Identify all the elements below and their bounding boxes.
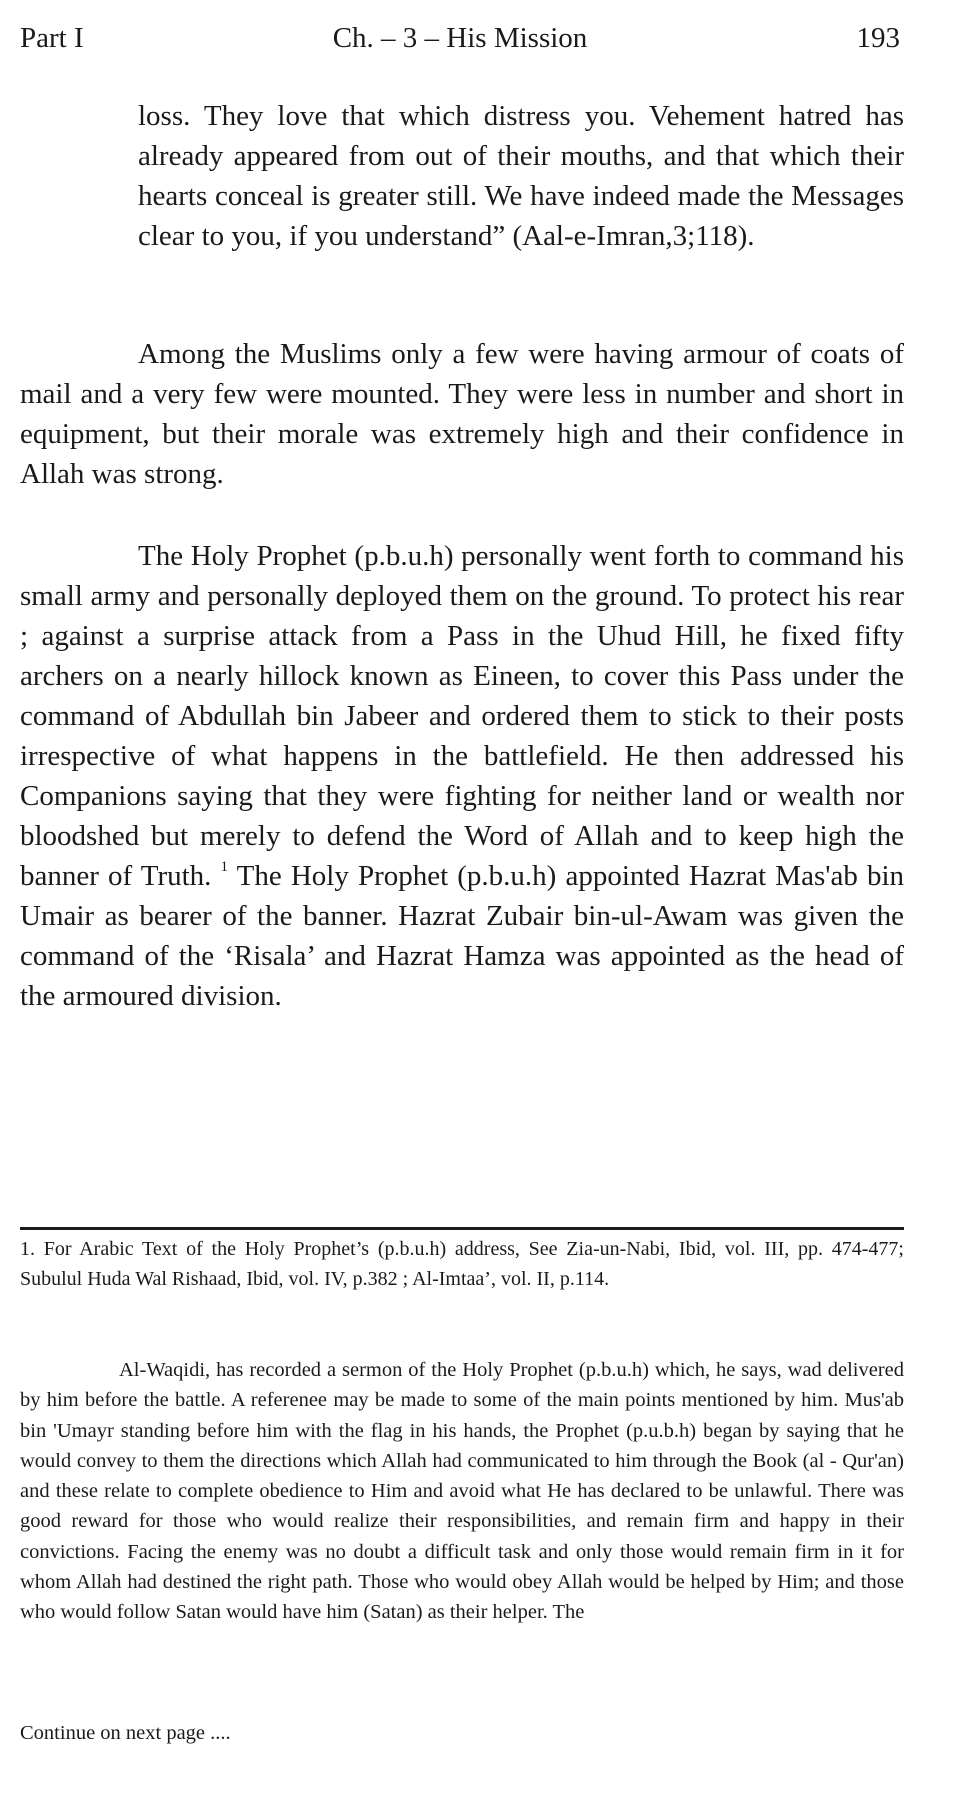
deployment-text-part2: The Holy Prophet (p.b.u.h) appointed Hazrat Mas'ab bin Umair as bearer of the banner. Hazrat Zubair bin-ul-Awam was given the command of the ‘Risala’ and Hazrat Hamza was appointed as the head of the armoured division. <box>20 860 905 1012</box>
quran-quote-paragraph: loss. They love that which distress you. Vehement hatred has already appeared from out of their mouths, and that which their hearts conceal is greater still. We have indeed made the Messages clear to you, if you understand” (Aal-e-Imran,3;118). <box>138 100 904 252</box>
deployment-paragraph <box>20 536 904 1016</box>
chapter-title: Ch. – 3 – His Mission <box>332 22 588 54</box>
footnote-divider <box>20 1227 904 1230</box>
page-number: 193 <box>856 22 900 54</box>
page-header <box>20 18 900 58</box>
footnote: 1. For Arabic Text of the Holy Prophet’s (p.b.u.h) address, See Zia-un-Nabi, Ibid, vol. III, pp. 474-477; Subulul Huda Wal Rishaad, Ibid, vol. IV, p.382 ; Al-Imtaa’, vol. II, p.114. <box>20 1238 904 1290</box>
footnote-reference-marker[interactable]: 1 <box>220 859 229 875</box>
armour-paragraph: Among the Muslims only a few were having armour of coats of mail and a very few were mounted. They were less in number and short in equipment, but their morale was extremely high and their confidence in Allah was strong. <box>20 338 904 490</box>
continue-note: Continue on next page .... <box>20 1722 231 1744</box>
deployment-text-part1: The Holy Prophet (p.b.u.h) personally went forth to command his small army and personally deployed them on the ground. To protect his rear ; against a surprise attack from a Pass in the Uhud Hill, he fixed fifty archers on a nearly hillock known as Eineen, to cover this Pass under the command of Abdullah bin Jabeer and ordered them to stick to their posts irrespective of what happens in the battlefield. He then addressed his Companions saying that they were fighting for neither land or wealth nor bloodshed but merely to defend the Word of Allah and to keep high the banner of Truth. <box>20 540 904 892</box>
part-label: Part I <box>20 22 84 54</box>
sermon-paragraph: Al-Waqidi, has recorded a sermon of the Holy Prophet (p.b.u.h) which, he says, wad delivered by him before the battle. A referenee may be made to some of the main points mentioned by him. Mus'ab bin 'Umayr standing before him with the flag in his hands, the Prophet (p.u.b.h) began by saying that he would convey to them the directions which Allah had communicated to him through the Book (al - Qur'an) and these relate to complete obedience to Him and avoid what He has declared to be unlawful. There was good reward for those who would realize their responsibilities, and remain firm and happy in their convictions. Facing the enemy was no doubt a difficult task and only those would remain firm in it for whom Allah had destined the right path. Those who would obey Allah would be helped by Him; and those who would follow Satan would have him (Satan) as their helper. The <box>20 1359 904 1624</box>
